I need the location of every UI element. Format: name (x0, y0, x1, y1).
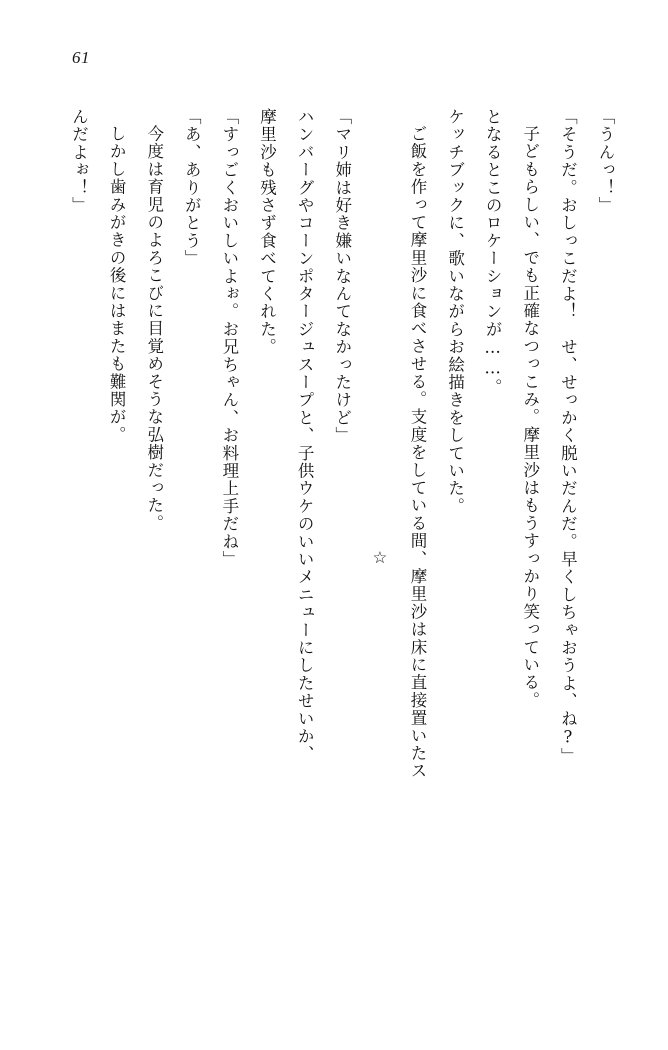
text-line: 今度は育児のよろこびに目覚めそうな弘樹だった。 (144, 124, 164, 532)
text-line: 「すっごくおいしいよぉ。お兄ちゃん、お料理上手だね」 (219, 108, 239, 569)
text-line: ご飯を作って摩里沙に食べさせる。支度をしている間、摩里沙は床に直接置いたス (407, 124, 427, 780)
text-line: ケッチブックに、歌いながらお絵描きをしていた。 (445, 108, 465, 516)
page-number: 61 (72, 48, 90, 67)
novel-text-body (44, 108, 624, 1008)
text-line: 「うんっ！」 (596, 108, 615, 215)
text-line: んだよぉ！」 (69, 108, 89, 215)
text-line: 「マリ姉は好き嫌いなんてなかったけど」 (332, 108, 352, 445)
text-line: となるとこのロケーションが……。 (483, 108, 503, 397)
section-separator: ☆ (370, 547, 390, 569)
text-line: 「そうだ。おしっこだよ！ せ、せっかく脱いだんだ。早くしちゃおうよ、ね?」 (558, 108, 578, 766)
text-line: 「あ、ありがとう」 (182, 108, 202, 268)
text-line: しかし歯みがきの後にはまたも難関が。 (107, 124, 127, 444)
text-line: 子どもらしい、でも正確なつっこみ。摩里沙はもうすっかり笑っている。 (520, 124, 540, 709)
text-line: 摩里沙も残さず食べてくれた。 (257, 108, 277, 356)
text-line: ハンバーグやコーンポタージュスープと、子供ウケのいいメニューにしたせいか、 (295, 108, 315, 763)
